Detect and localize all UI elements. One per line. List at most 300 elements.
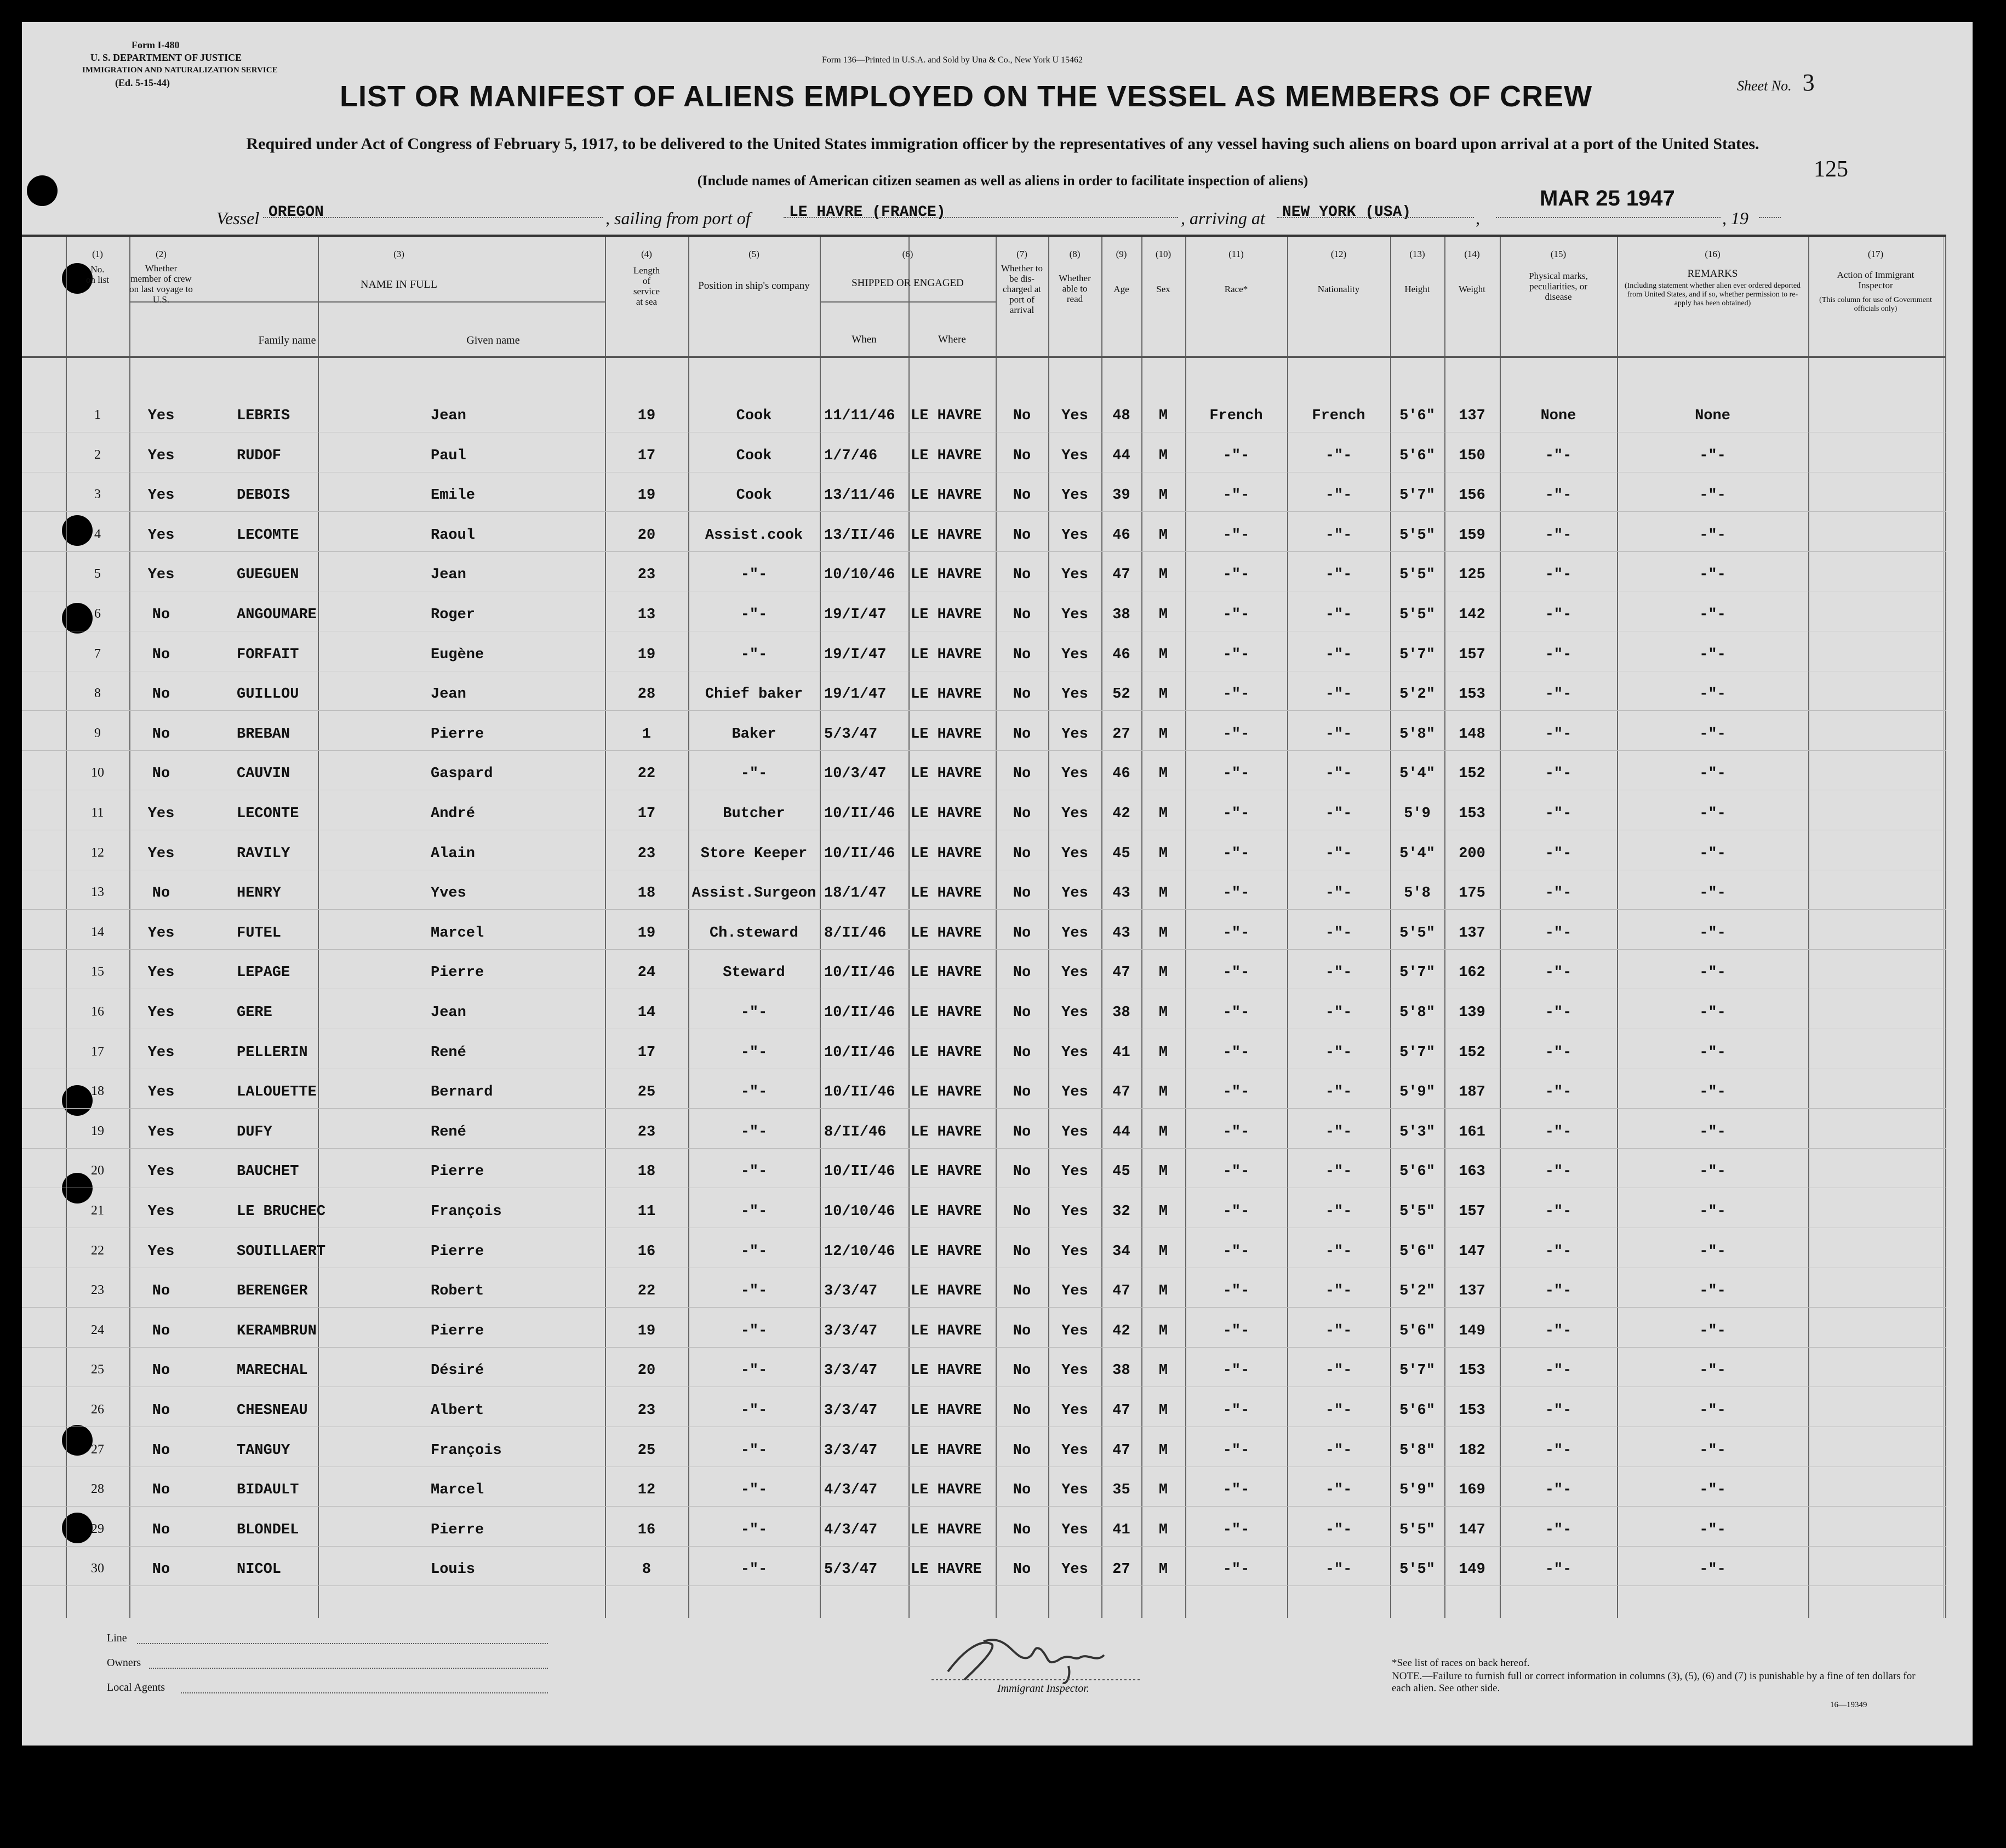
cell-height: 5'5" (1399, 1561, 1435, 1578)
cell-list-number: 29 (91, 1521, 104, 1536)
cell-sex: M (1158, 1163, 1168, 1180)
cell-race: -"- (1222, 845, 1250, 862)
cell-family-name: CAUVIN (237, 766, 290, 783)
cell-given-name: Pierre (431, 726, 484, 743)
cell-service-years: 16 (637, 1521, 656, 1538)
cell-physical-marks: -"- (1545, 1521, 1572, 1538)
cell-shipped-where: LE HAVRE (911, 408, 982, 424)
printer-line: Form 136—Printed in U.S.A. and Sold by Una & Co., New York U 15462 (822, 55, 1083, 65)
cell-weight: 161 (1459, 1123, 1485, 1140)
cell-list-number: 21 (91, 1204, 104, 1218)
cell-family-name: KERAMBRUN (237, 1322, 317, 1339)
cell-nationality: -"- (1325, 1005, 1352, 1021)
cell-physical-marks: -"- (1545, 1084, 1572, 1101)
binder-hole (27, 175, 58, 206)
cell-physical-marks: -"- (1545, 806, 1572, 822)
cell-able-to-read: Yes (1061, 1243, 1088, 1260)
header-age: Age (1113, 284, 1129, 294)
sheet-value: 3 (1802, 69, 1815, 96)
cell-able-to-read: Yes (1061, 1204, 1088, 1220)
row-rule (22, 551, 1946, 552)
comma: , (1476, 208, 1480, 228)
cell-weight: 152 (1459, 1044, 1485, 1061)
cell-remarks: -"- (1699, 925, 1726, 942)
cell-given-name: Pierre (431, 1243, 484, 1260)
cell-position: Assist.cook (705, 527, 803, 544)
cell-shipped-when: 13/11/46 (824, 487, 895, 504)
cell-nationality: -"- (1325, 806, 1352, 822)
cell-list-number: 17 (91, 1044, 104, 1059)
cell-discharged: No (1013, 1561, 1031, 1578)
cell-race: -"- (1222, 885, 1250, 902)
col-num-10: (10) (1155, 249, 1171, 259)
cell-sex: M (1158, 447, 1168, 464)
cell-race: -"- (1222, 1402, 1250, 1419)
cell-crew-last-voyage: Yes (147, 1243, 175, 1260)
cell-list-number: 13 (91, 885, 104, 900)
form-code: 16—19349 (1830, 1701, 1867, 1709)
vessel-name: OREGON (268, 204, 324, 221)
cell-nationality: -"- (1325, 1561, 1352, 1578)
cell-nationality: -"- (1325, 1243, 1352, 1260)
cell-age: 48 (1112, 408, 1130, 424)
cell-given-name: André (431, 806, 476, 822)
cell-remarks: -"- (1699, 487, 1726, 504)
cell-shipped-when: 10/II/46 (824, 806, 895, 822)
col-num-15: (15) (1550, 249, 1567, 259)
cell-position: -"- (740, 1044, 768, 1061)
cell-sex: M (1158, 567, 1168, 584)
cell-able-to-read: Yes (1061, 567, 1088, 584)
cell-remarks: -"- (1699, 1243, 1726, 1260)
cell-position: -"- (740, 646, 768, 663)
cell-able-to-read: Yes (1061, 1402, 1088, 1419)
year-label: , 19 (1722, 208, 1748, 228)
cell-list-number: 26 (91, 1402, 104, 1417)
cell-family-name: TANGUY (237, 1442, 290, 1459)
cell-age: 44 (1112, 1123, 1130, 1140)
cell-position: -"- (740, 1204, 768, 1220)
cell-remarks: -"- (1699, 1005, 1726, 1021)
cell-race: -"- (1222, 965, 1250, 982)
cell-crew-last-voyage: Yes (147, 925, 175, 942)
cell-crew-last-voyage: Yes (147, 527, 175, 544)
cell-family-name: BLONDEL (237, 1521, 299, 1538)
cell-position: -"- (740, 1521, 768, 1538)
row-rule (22, 1108, 1946, 1109)
cell-height: 5'7" (1399, 487, 1435, 504)
cell-nationality: -"- (1325, 965, 1352, 982)
cell-able-to-read: Yes (1061, 1362, 1088, 1379)
cell-crew-last-voyage: No (152, 726, 170, 743)
cell-shipped-where: LE HAVRE (911, 1283, 982, 1300)
races-note: *See list of races on back hereof. (1392, 1657, 1530, 1669)
cell-remarks: -"- (1699, 447, 1726, 464)
cell-crew-last-voyage: No (152, 1283, 170, 1300)
cell-service-years: 23 (637, 567, 656, 584)
cell-height: 5'5" (1399, 607, 1435, 623)
cell-physical-marks: -"- (1545, 1123, 1572, 1140)
cell-nationality: -"- (1325, 925, 1352, 942)
cell-given-name: Jean (431, 686, 466, 703)
cell-list-number: 12 (91, 845, 104, 860)
cell-family-name: GUILLOU (237, 686, 299, 703)
cell-shipped-where: LE HAVRE (911, 806, 982, 822)
owners-label: Owners (107, 1657, 141, 1669)
cell-nationality: -"- (1325, 567, 1352, 584)
cell-remarks: -"- (1699, 1163, 1726, 1180)
header-discharged: Whether to be dis-charged at port of arrival (1001, 263, 1043, 315)
cell-height: 5'6" (1399, 1243, 1435, 1260)
cell-age: 34 (1112, 1243, 1130, 1260)
cell-height: 5'6" (1399, 447, 1435, 464)
cell-shipped-when: 1/7/46 (824, 447, 878, 464)
cell-shipped-where: LE HAVRE (911, 1402, 982, 1419)
cell-sex: M (1158, 965, 1168, 982)
cell-age: 52 (1112, 686, 1130, 703)
header-crew-last-voyage: Whether member of crew on last voyage to U.S. (129, 263, 193, 305)
inspector-label: Immigrant Inspector. (997, 1682, 1089, 1695)
cell-shipped-where: LE HAVRE (911, 925, 982, 942)
cell-shipped-when: 10/10/46 (824, 567, 895, 584)
cell-position: -"- (740, 1402, 768, 1419)
cell-weight: 153 (1459, 1362, 1485, 1379)
form-number: Form I-480 (132, 39, 180, 50)
header-nationality: Nationality (1317, 284, 1360, 294)
cell-service-years: 19 (637, 925, 656, 942)
cell-able-to-read: Yes (1061, 1521, 1088, 1538)
header-length-of-service: Length of service at sea (633, 265, 660, 307)
cell-crew-last-voyage: Yes (147, 1084, 175, 1101)
cell-shipped-when: 18/1/47 (824, 885, 887, 902)
cell-family-name: ANGOUMARE (237, 607, 317, 623)
cell-physical-marks: -"- (1545, 447, 1572, 464)
cell-weight: 153 (1459, 1402, 1485, 1419)
cell-remarks: -"- (1699, 1561, 1726, 1578)
line-label: Line (107, 1632, 127, 1644)
cell-family-name: NICOL (237, 1561, 282, 1578)
cell-height: 5'3" (1399, 1123, 1435, 1140)
cell-discharged: No (1013, 1204, 1031, 1220)
arriving-port: NEW YORK (USA) (1282, 204, 1411, 221)
cell-physical-marks: -"- (1545, 1243, 1572, 1260)
cell-sex: M (1158, 925, 1168, 942)
cell-shipped-where: LE HAVRE (911, 1084, 982, 1101)
cell-remarks: -"- (1699, 766, 1726, 783)
cell-shipped-where: LE HAVRE (911, 1482, 982, 1499)
inspector-signature (931, 1628, 1140, 1688)
cell-service-years: 14 (637, 1005, 656, 1021)
cell-shipped-where: LE HAVRE (911, 1123, 982, 1140)
cell-race: -"- (1222, 1204, 1250, 1220)
cell-age: 35 (1112, 1482, 1130, 1499)
cell-given-name: René (431, 1123, 466, 1140)
header-family-name: Family name (258, 334, 316, 346)
cell-shipped-when: 13/II/46 (824, 527, 895, 544)
edition: (Ed. 5-15-44) (115, 77, 170, 88)
cell-able-to-read: Yes (1061, 1044, 1088, 1061)
cell-able-to-read: Yes (1061, 686, 1088, 703)
cell-race: -"- (1222, 1521, 1250, 1538)
cell-nationality: -"- (1325, 1163, 1352, 1180)
cell-nationality: -"- (1325, 1123, 1352, 1140)
cell-crew-last-voyage: Yes (147, 447, 175, 464)
cell-crew-last-voyage: No (152, 1561, 170, 1578)
cell-sex: M (1158, 1362, 1168, 1379)
cell-shipped-when: 8/II/46 (824, 925, 887, 942)
cell-given-name: Louis (431, 1561, 476, 1578)
cell-sex: M (1158, 885, 1168, 902)
cell-discharged: No (1013, 1521, 1031, 1538)
cell-shipped-when: 4/3/47 (824, 1482, 878, 1499)
cell-discharged: No (1013, 1482, 1031, 1499)
cell-weight: 150 (1459, 447, 1485, 464)
cell-height: 5'7" (1399, 646, 1435, 663)
col-num-14: (14) (1464, 249, 1480, 259)
cell-able-to-read: Yes (1061, 1283, 1088, 1300)
cell-service-years: 11 (637, 1204, 656, 1220)
cell-family-name: RUDOF (237, 447, 282, 464)
cell-remarks: -"- (1699, 527, 1726, 544)
cell-list-number: 15 (91, 965, 104, 979)
cell-nationality: -"- (1325, 1084, 1352, 1101)
cell-discharged: No (1013, 527, 1031, 544)
cell-remarks: -"- (1699, 646, 1726, 663)
cell-list-number: 2 (94, 447, 101, 462)
cell-physical-marks: -"- (1545, 1362, 1572, 1379)
cell-height: 5'5" (1399, 527, 1435, 544)
cell-service-years: 19 (637, 487, 656, 504)
cell-weight: 200 (1459, 845, 1485, 862)
cell-physical-marks: -"- (1545, 1442, 1572, 1459)
cell-service-years: 24 (637, 965, 656, 982)
cell-shipped-where: LE HAVRE (911, 726, 982, 743)
cell-discharged: No (1013, 925, 1031, 942)
cell-position: Steward (723, 965, 785, 982)
requirement-text: Required under Act of Congress of February 5, 1917, to be delivered to the United States immigration officer by the representatives of any vessel having such aliens on board upon arrival at a port of the United States. (246, 135, 1759, 153)
cell-nationality: -"- (1325, 1442, 1352, 1459)
sheet-number (1737, 69, 1815, 96)
cell-able-to-read: Yes (1061, 1084, 1088, 1101)
cell-given-name: René (431, 1044, 466, 1061)
cell-able-to-read: Yes (1061, 1482, 1088, 1499)
cell-family-name: MARECHAL (237, 1362, 308, 1379)
cell-weight: 163 (1459, 1163, 1485, 1180)
cell-family-name: GERE (237, 1005, 272, 1021)
cell-height: 5'2" (1399, 1283, 1435, 1300)
cell-nationality: -"- (1325, 487, 1352, 504)
cell-remarks: -"- (1699, 567, 1726, 584)
cell-shipped-when: 3/3/47 (824, 1402, 878, 1419)
row-rule (22, 1148, 1946, 1149)
cell-given-name: François (431, 1442, 502, 1459)
cell-weight: 182 (1459, 1442, 1485, 1459)
cell-position: Cook (736, 408, 772, 424)
cell-list-number: 3 (94, 487, 101, 502)
cell-crew-last-voyage: Yes (147, 1204, 175, 1220)
cell-crew-last-voyage: No (152, 1362, 170, 1379)
cell-service-years: 19 (637, 408, 656, 424)
cell-list-number: 30 (91, 1561, 104, 1576)
cell-given-name: Albert (431, 1402, 484, 1419)
cell-list-number: 6 (94, 607, 101, 621)
header-when: When (851, 334, 877, 345)
cell-physical-marks: -"- (1545, 686, 1572, 703)
cell-shipped-when: 3/3/47 (824, 1283, 878, 1300)
cell-family-name: LECONTE (237, 806, 299, 822)
cell-physical-marks: -"- (1545, 1204, 1572, 1220)
cell-list-number: 4 (94, 527, 101, 541)
cell-physical-marks: -"- (1545, 766, 1572, 783)
cell-crew-last-voyage: No (152, 1322, 170, 1339)
cell-crew-last-voyage: No (152, 607, 170, 623)
cell-height: 5'6" (1399, 1322, 1435, 1339)
cell-race: -"- (1222, 527, 1250, 544)
cell-age: 45 (1112, 845, 1130, 862)
cell-physical-marks: -"- (1545, 965, 1572, 982)
row-rule (22, 1307, 1946, 1308)
cell-nationality: -"- (1325, 1402, 1352, 1419)
cell-height: 5'5" (1399, 567, 1435, 584)
cell-physical-marks: -"- (1545, 567, 1572, 584)
cell-sex: M (1158, 1204, 1168, 1220)
cell-physical-marks: -"- (1545, 885, 1572, 902)
cell-given-name: Paul (431, 447, 466, 464)
cell-shipped-when: 4/3/47 (824, 1521, 878, 1538)
cell-able-to-read: Yes (1061, 806, 1088, 822)
cell-discharged: No (1013, 1243, 1031, 1260)
cell-crew-last-voyage: Yes (147, 1044, 175, 1061)
cell-weight: 175 (1459, 885, 1485, 902)
cell-position: -"- (740, 1283, 768, 1300)
cell-shipped-when: 12/10/46 (824, 1243, 895, 1260)
cell-given-name: François (431, 1204, 502, 1220)
cell-given-name: Jean (431, 408, 466, 424)
cell-given-name: Pierre (431, 1521, 484, 1538)
cell-able-to-read: Yes (1061, 845, 1088, 862)
header-shipped-engaged: SHIPPED OR ENGAGED (851, 277, 964, 289)
cell-position: -"- (740, 1005, 768, 1021)
cell-list-number: 19 (91, 1123, 104, 1138)
cell-shipped-when: 10/II/46 (824, 1005, 895, 1021)
cell-able-to-read: Yes (1061, 1442, 1088, 1459)
cell-list-number: 14 (91, 925, 104, 939)
cell-race: -"- (1222, 1044, 1250, 1061)
header-physical-marks: Physical marks, peculiarities, or disease (1529, 271, 1588, 302)
row-rule (22, 1585, 1946, 1586)
cell-nationality: -"- (1325, 1044, 1352, 1061)
cell-sex: M (1158, 646, 1168, 663)
cell-position: -"- (740, 1243, 768, 1260)
cell-weight: 153 (1459, 686, 1485, 703)
header-where: Where (938, 334, 966, 345)
sheet-label: Sheet No. (1737, 78, 1792, 94)
cell-sex: M (1158, 1084, 1168, 1101)
cell-race: French (1209, 408, 1263, 424)
cell-list-number: 28 (91, 1482, 104, 1497)
cell-discharged: No (1013, 447, 1031, 464)
cell-nationality: -"- (1325, 1322, 1352, 1339)
cell-age: 45 (1112, 1163, 1130, 1180)
cell-remarks: -"- (1699, 1482, 1726, 1499)
cell-able-to-read: Yes (1061, 1561, 1088, 1578)
cell-able-to-read: Yes (1061, 965, 1088, 982)
cell-remarks: -"- (1699, 1123, 1726, 1140)
cell-shipped-where: LE HAVRE (911, 686, 982, 703)
cell-family-name: BERENGER (237, 1283, 308, 1300)
cell-remarks: -"- (1699, 1044, 1726, 1061)
cell-race: -"- (1222, 1283, 1250, 1300)
cell-family-name: DUFY (237, 1123, 272, 1140)
cell-sex: M (1158, 726, 1168, 743)
cell-crew-last-voyage: No (152, 686, 170, 703)
cell-shipped-where: LE HAVRE (911, 1243, 982, 1260)
header-position: Position in ship's company (698, 280, 810, 292)
cell-discharged: No (1013, 1005, 1031, 1021)
cell-race: -"- (1222, 1561, 1250, 1578)
cell-crew-last-voyage: No (152, 766, 170, 783)
cell-family-name: HENRY (237, 885, 282, 902)
cell-sex: M (1158, 1442, 1168, 1459)
cell-given-name: Pierre (431, 965, 484, 982)
cell-family-name: LECOMTE (237, 527, 299, 544)
cell-service-years: 13 (637, 607, 656, 623)
cell-family-name: SOUILLAERT (237, 1243, 326, 1260)
cell-race: -"- (1222, 1005, 1250, 1021)
cell-crew-last-voyage: No (152, 1442, 170, 1459)
cell-family-name: BIDAULT (237, 1482, 299, 1499)
cell-remarks: -"- (1699, 885, 1726, 902)
cell-discharged: No (1013, 726, 1031, 743)
cell-shipped-when: 10/3/47 (824, 766, 887, 783)
cell-shipped-when: 10/10/46 (824, 1204, 895, 1220)
cell-able-to-read: Yes (1061, 1123, 1088, 1140)
col-num-17: (17) (1867, 249, 1884, 259)
cell-position: -"- (740, 1482, 768, 1499)
cell-service-years: 23 (637, 845, 656, 862)
cell-shipped-when: 19/I/47 (824, 607, 887, 623)
cell-position: -"- (740, 1163, 768, 1180)
cell-list-number: 23 (91, 1283, 104, 1298)
cell-able-to-read: Yes (1061, 925, 1088, 942)
row-rule (22, 1546, 1946, 1547)
cell-given-name: Pierre (431, 1163, 484, 1180)
cell-family-name: BAUCHET (237, 1163, 299, 1180)
header-name-in-full: NAME IN FULL (361, 278, 437, 290)
cell-sex: M (1158, 1123, 1168, 1140)
cell-sex: M (1158, 806, 1168, 822)
cell-service-years: 22 (637, 766, 656, 783)
cell-list-number: 8 (94, 686, 101, 701)
cell-remarks: -"- (1699, 1084, 1726, 1101)
cell-nationality: -"- (1325, 885, 1352, 902)
cell-physical-marks: -"- (1545, 1561, 1572, 1578)
cell-remarks: -"- (1699, 1362, 1726, 1379)
header-inspector-action: Action of Immigrant Inspector (1837, 270, 1914, 290)
cell-service-years: 25 (637, 1084, 656, 1101)
cell-weight: 147 (1459, 1521, 1485, 1538)
cell-discharged: No (1013, 1283, 1031, 1300)
cell-physical-marks: -"- (1545, 1482, 1572, 1499)
cell-race: -"- (1222, 806, 1250, 822)
cell-list-number: 11 (91, 806, 104, 820)
cell-crew-last-voyage: No (152, 1521, 170, 1538)
header-remarks-detail: (Including statement whether alien ever ordered deported from United States, and if so, whether permission to re-apply has been obtained) (1624, 282, 1801, 307)
col-num-16: (16) (1705, 249, 1721, 259)
cell-physical-marks: -"- (1545, 1402, 1572, 1419)
cell-shipped-where: LE HAVRE (911, 845, 982, 862)
cell-service-years: 19 (637, 1322, 656, 1339)
